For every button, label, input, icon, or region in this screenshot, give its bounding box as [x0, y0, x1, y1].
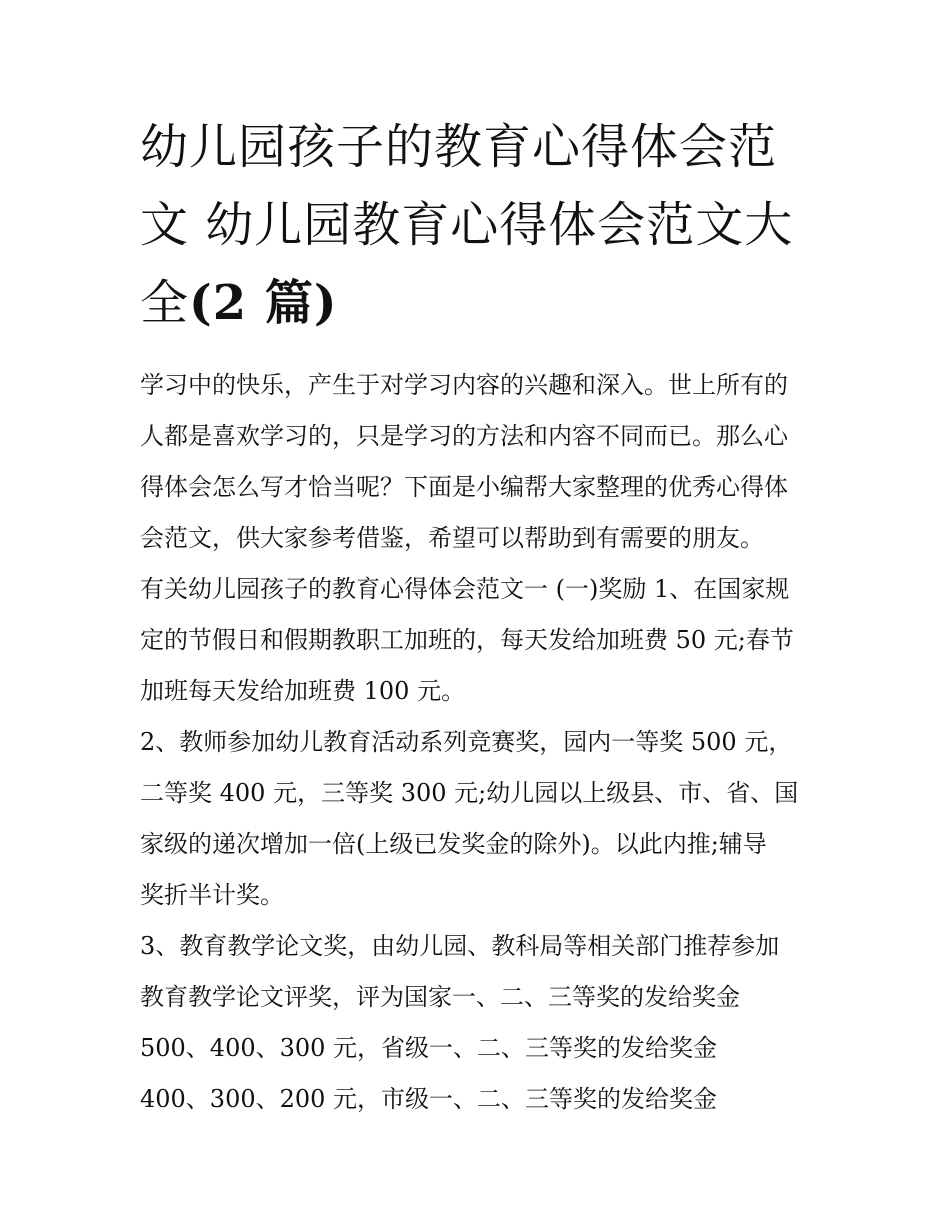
document-title	[140, 108, 820, 342]
title-line-2: 文 幼儿园教育心得体会范文大	[140, 197, 794, 253]
title-line-3	[140, 264, 820, 342]
body-line: 奖折半计奖。	[140, 881, 284, 909]
body-line: 加班每天发给加班费 100 元。	[140, 677, 466, 705]
body-line: 500、400、300 元，省级一、二、三等奖的发给奖金	[140, 1034, 718, 1062]
document-body	[140, 360, 820, 1125]
body-line: 定的节假日和假期教职工加班的，每天发给加班费 50 元;春节	[140, 626, 794, 654]
body-line: 二等奖 400 元，三等奖 300 元;幼儿园以上级县、市、省、国	[140, 779, 799, 807]
title-suffix: (2 篇)	[189, 275, 338, 331]
body-line: 有关幼儿园孩子的教育心得体会范文一 (一)奖励 1、在国家规	[140, 575, 790, 603]
body-line: 2、教师参加幼儿教育活动系列竞赛奖，园内一等奖 500 元，	[140, 728, 793, 756]
body-line: 3、教育教学论文奖，由幼儿园、教科局等相关部门推荐参加	[140, 932, 780, 960]
body-line: 400、300、200 元，市级一、二、三等奖的发给奖金	[140, 1085, 718, 1113]
body-line: 人都是喜欢学习的，只是学习的方法和内容不同而已。那么心	[140, 422, 788, 450]
title-line-3-text: 全	[140, 275, 190, 331]
body-line: 学习中的快乐，产生于对学习内容的兴趣和深入。世上所有的	[140, 371, 788, 399]
title-line-1: 幼儿园孩子的教育心得体会范	[140, 119, 778, 175]
document-page	[140, 108, 820, 1125]
body-line: 家级的递次增加一倍(上级已发奖金的除外)。以此内推;辅导	[140, 830, 767, 858]
body-line: 得体会怎么写才恰当呢？下面是小编帮大家整理的优秀心得体	[140, 473, 788, 501]
body-line: 教育教学论文评奖，评为国家一、二、三等奖的发给奖金	[140, 983, 740, 1011]
body-line: 会范文，供大家参考借鉴，希望可以帮助到有需要的朋友。	[140, 524, 764, 552]
